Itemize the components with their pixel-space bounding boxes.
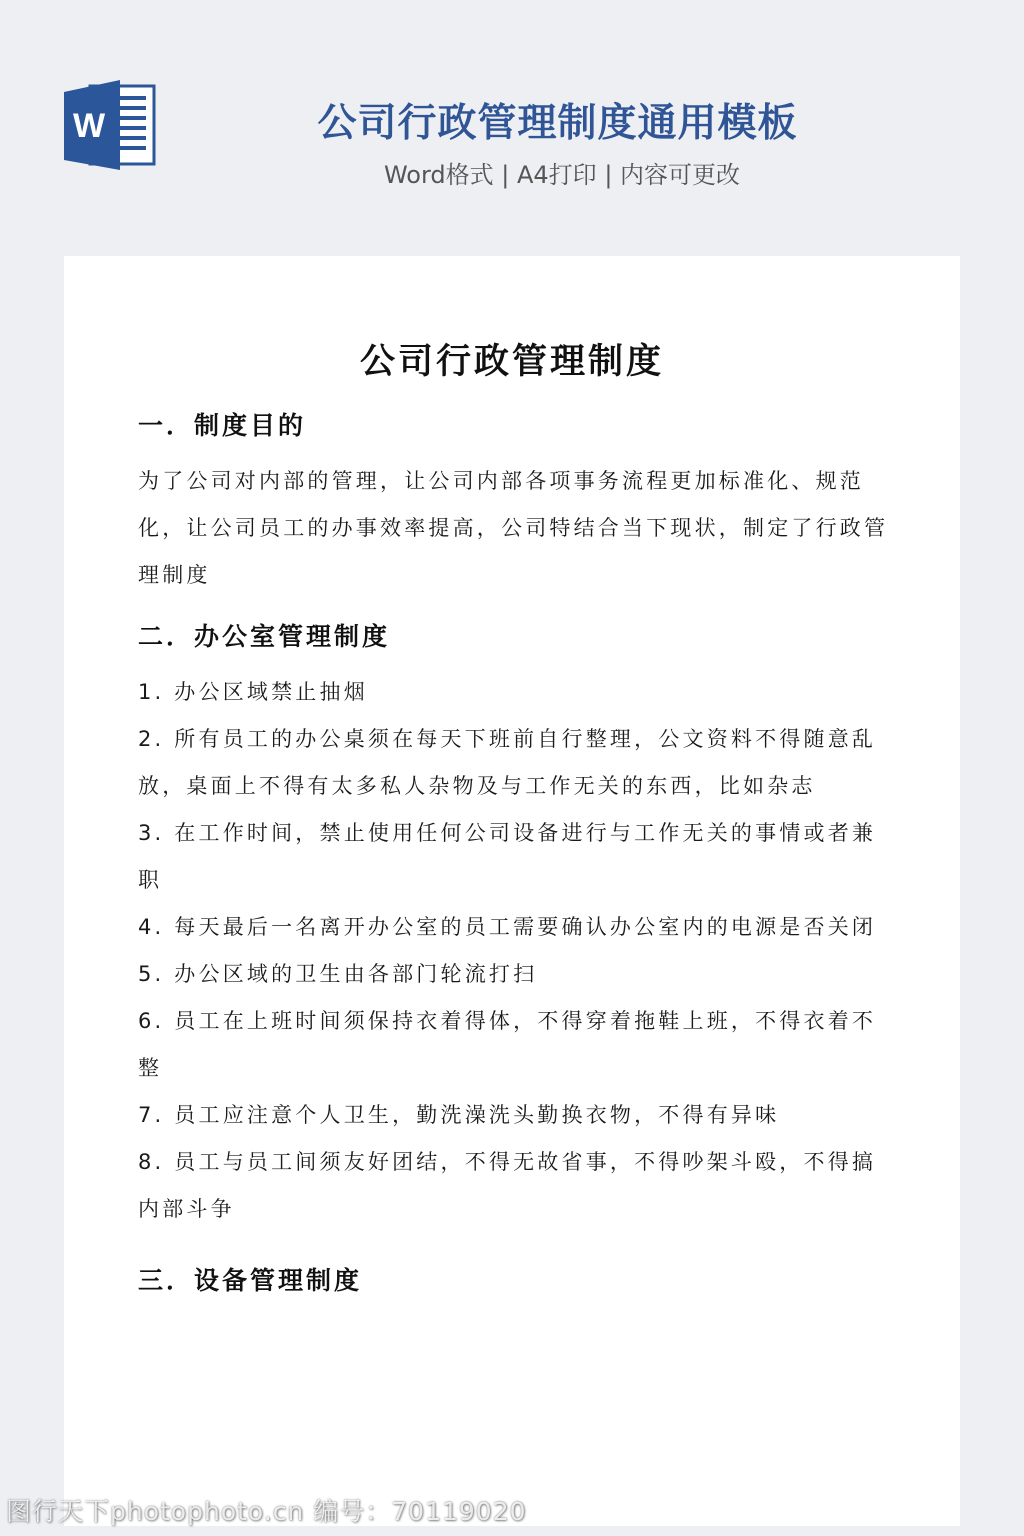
page-header bbox=[0, 0, 1024, 250]
list-item: 8. 员工与员工间须友好团结，不得无故省事，不得吵架斗殴，不得搞内部斗争 bbox=[138, 1150, 877, 1221]
list-item: 6. 员工在上班时间须保持衣着得体，不得穿着拖鞋上班，不得衣着不整 bbox=[138, 1009, 877, 1080]
page-subtitle: Word格式 | A4打印 | 内容可更改 bbox=[383, 161, 741, 189]
list-item: 5. 办公区域的卫生由各部门轮流打扫 bbox=[138, 962, 538, 986]
section-heading-equipment: 三．设备管理制度 bbox=[138, 1266, 363, 1295]
list-item: 3. 在工作时间，禁止使用任何公司设备进行与工作无关的事情或者兼职 bbox=[138, 821, 877, 892]
watermark: 图行天下photophoto.cn 编号：70119020 bbox=[6, 1497, 527, 1526]
list-item: 1. 办公区域禁止抽烟 bbox=[138, 680, 368, 704]
section-heading-purpose: 一．制度目的 bbox=[138, 411, 307, 440]
list-item: 2. 所有员工的办公桌须在每天下班前自行整理，公文资料不得随意乱放，桌面上不得有太多私人杂物及与工作无关的东西，比如杂志 bbox=[138, 727, 877, 798]
page-title: 公司行政管理制度通用模板 bbox=[317, 101, 798, 146]
document-body bbox=[138, 406, 898, 1301]
document-title: 公司行政管理制度 bbox=[359, 342, 664, 382]
word-logo-letter: W bbox=[72, 107, 106, 145]
list-item: 4. 每天最后一名离开办公室的员工需要确认办公室内的电源是否关闭 bbox=[138, 915, 877, 939]
document-page bbox=[64, 256, 960, 1526]
section-heading-office: 二．办公室管理制度 bbox=[138, 622, 391, 651]
list-item: 7. 员工应注意个人卫生，勤洗澡洗头勤换衣物，不得有异味 bbox=[138, 1103, 780, 1127]
paragraph-purpose: 为了公司对内部的管理，让公司内部各项事务流程更加标准化、规范化，让公司员工的办事效率提高，公司特结合当下现状，制定了行政管理制度 bbox=[138, 469, 889, 587]
